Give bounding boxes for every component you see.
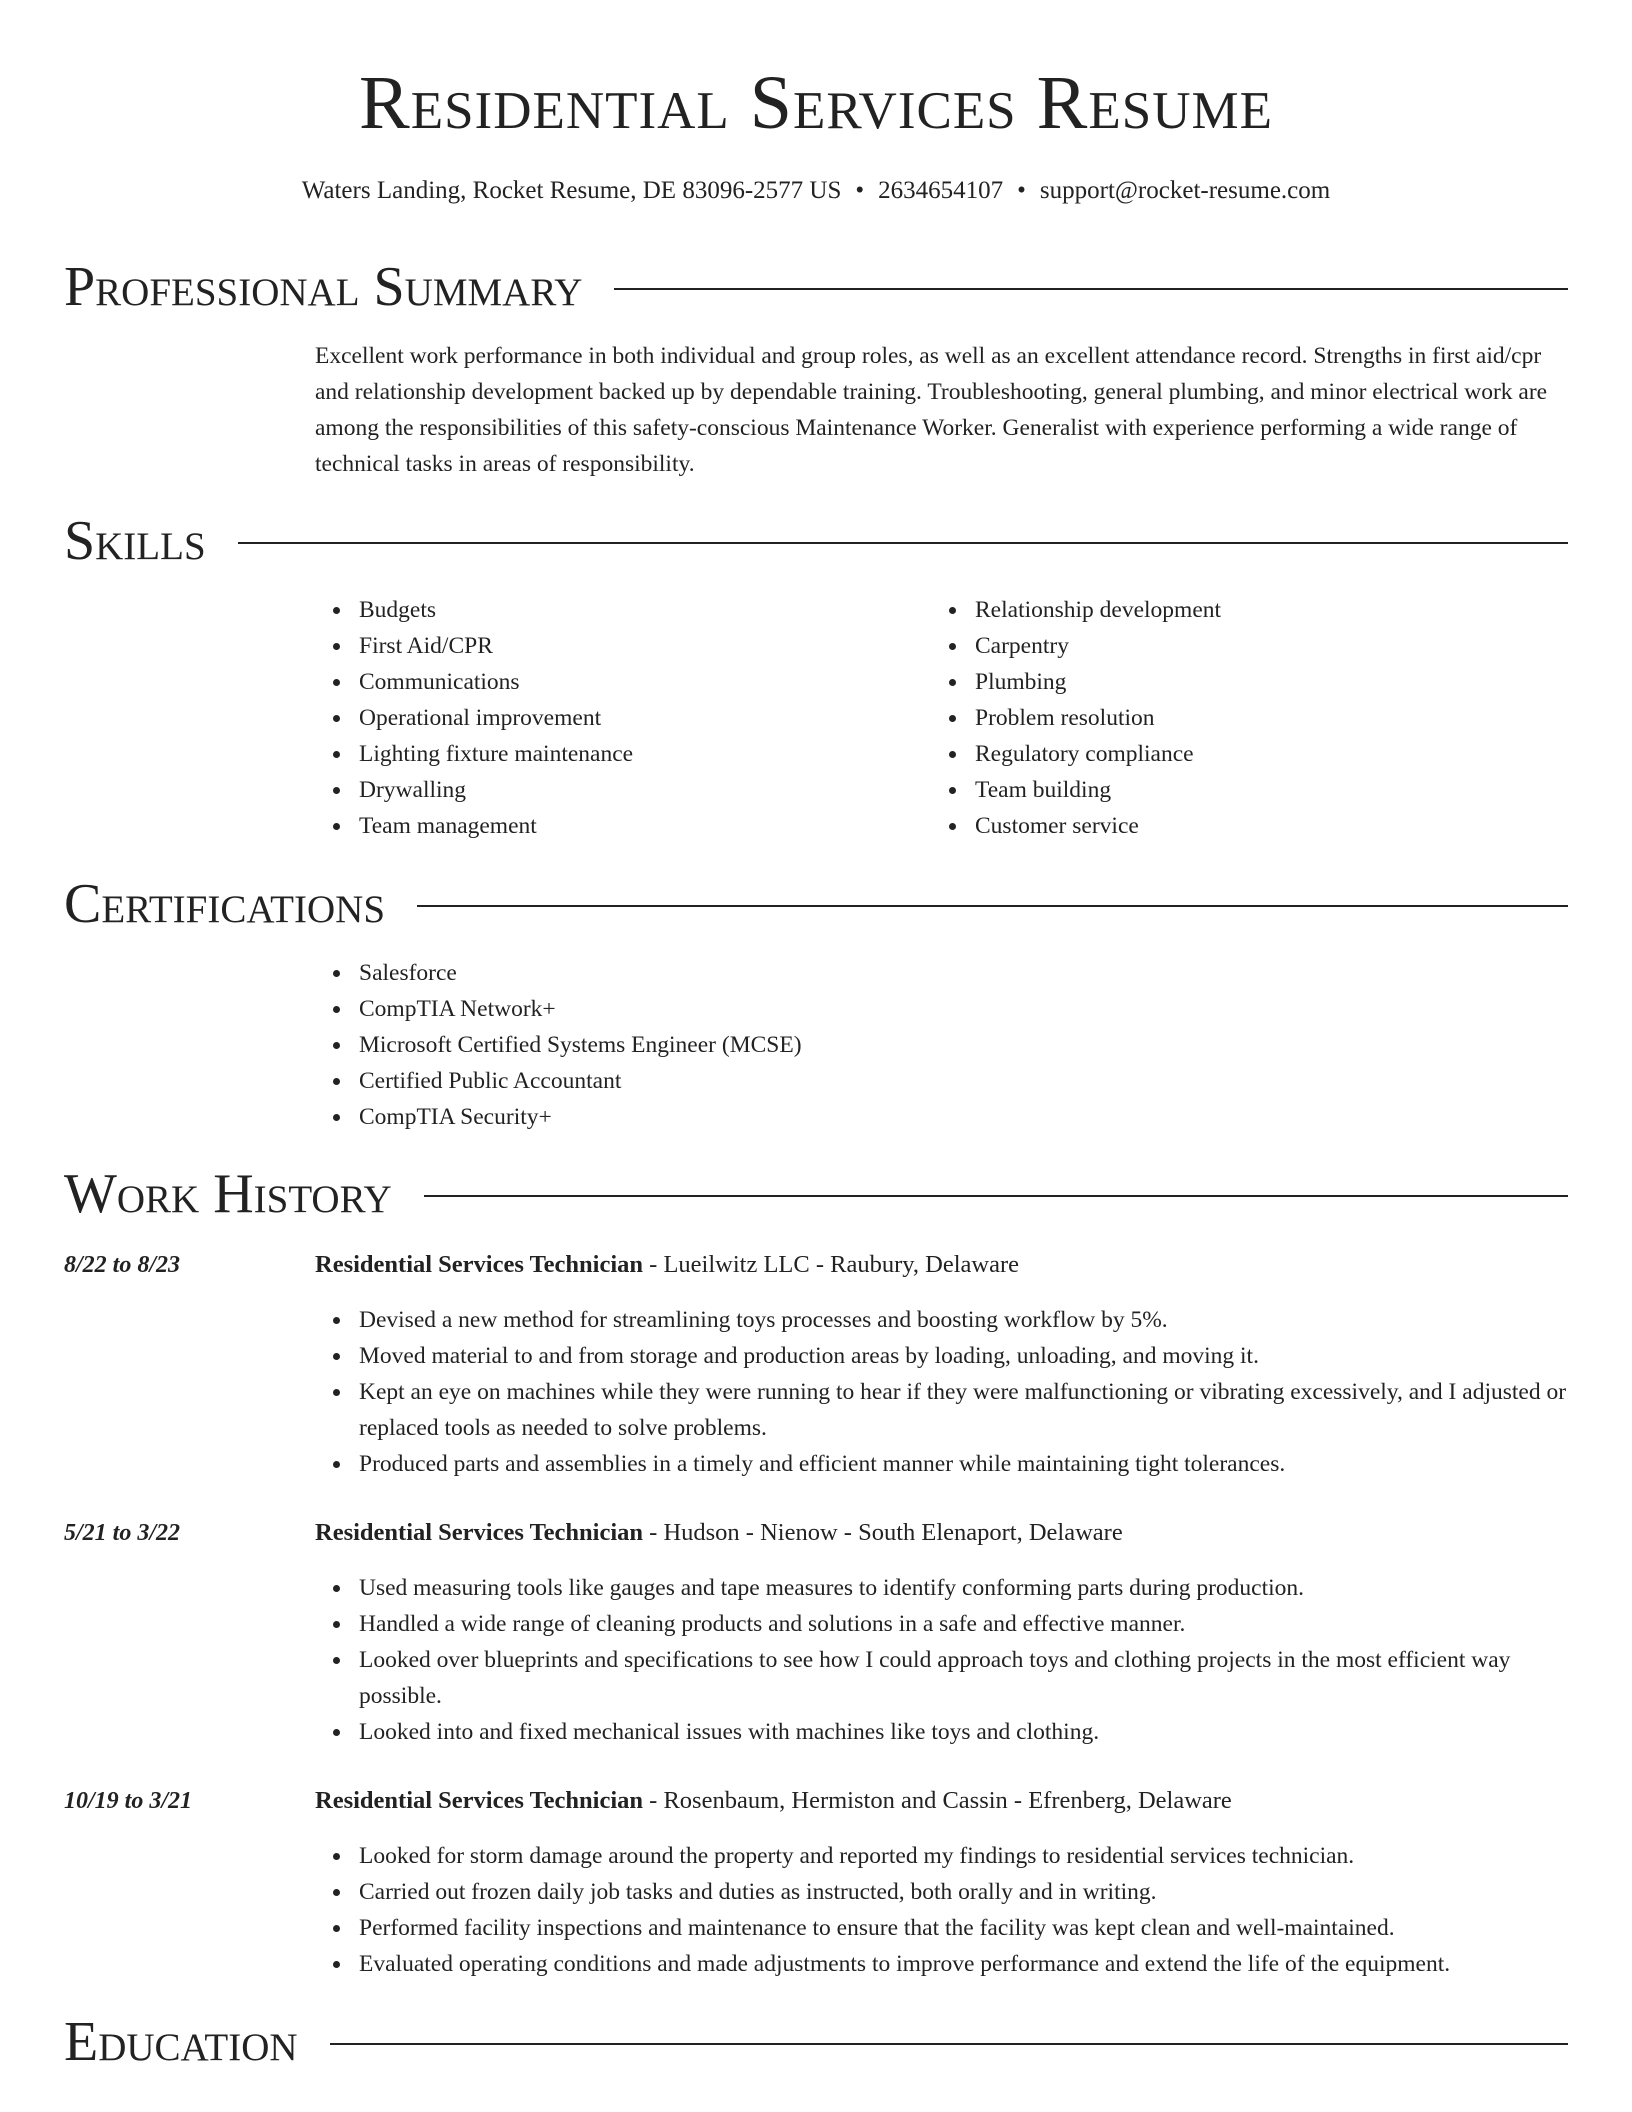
job-employer: - Lueilwitz LLC - Raubury, Delaware [643,1251,1020,1278]
skills-title: Skills [64,510,206,572]
skill-item: Plumbing [975,664,1547,700]
work-history-section-heading [64,1162,1568,1226]
job-duty-item: Kept an eye on machines while they were running to hear if they were malfunctioning or vibrating excessively, and I adjusted or replaced tools as needed to solve problems. [359,1374,1568,1446]
section-divider [238,542,1568,544]
work-history-title: Work History [64,1163,392,1225]
skills-section-heading [64,509,1568,573]
job-duty-item: Handled a wide range of cleaning products and solutions in a safe and effective manner. [359,1606,1568,1642]
skill-item: Regulatory compliance [975,736,1547,772]
certifications-section-heading [64,872,1568,936]
section-divider [417,905,1568,907]
job-duties [315,1302,1568,1482]
section-divider [424,1195,1568,1197]
job-title: Residential Services Technician [315,1251,644,1278]
skill-item: Team management [359,808,931,844]
certification-item: CompTIA Network+ [359,991,1568,1027]
job-title: Residential Services Technician [315,1519,644,1546]
job-duties [315,1570,1568,1750]
job-duty-item: Looked over blueprints and specifications to see how I could approach toys and clothing projects in the most efficient way possible. [359,1642,1568,1714]
job-heading [315,1515,1568,1551]
certification-item: Salesforce [359,955,1568,991]
skills-column-right [931,592,1547,844]
certification-item: Certified Public Accountant [359,1063,1568,1099]
job-duty-item: Moved material to and from storage and production areas by loading, unloading, and moving it. [359,1338,1568,1374]
job-duty-item: Evaluated operating conditions and made adjustments to improve performance and extend the life of the equipment. [359,1946,1568,1982]
education-section-heading [64,2010,1568,2074]
section-divider [614,288,1568,290]
job-duty-item: Performed facility inspections and maintenance to ensure that the facility was kept clean and well-maintained. [359,1910,1568,1946]
skill-item: Lighting fixture maintenance [359,736,931,772]
job-duty-item: Produced parts and assemblies in a timely and efficient manner while maintaining tight tolerances. [359,1446,1568,1482]
job-dates: 5/21 to 3/22 [64,1520,181,1546]
certifications-title: Certifications [64,873,386,935]
skill-item: Team building [975,772,1547,808]
contact-address: Waters Landing, Rocket Resume, DE 83096-2577 US [301,177,842,204]
skill-item: Operational improvement [359,700,931,736]
contact-phone: 2634654107 [878,177,1004,204]
job-dates: 10/19 to 3/21 [64,1788,193,1814]
skills-column-left [315,592,931,844]
job-heading [315,1247,1568,1283]
section-divider [330,2043,1568,2045]
job-title: Residential Services Technician [315,1787,644,1814]
job-heading [315,1783,1568,1819]
contact-email: support@rocket-resume.com [1039,177,1331,204]
job-employer: - Rosenbaum, Hermiston and Cassin - Efrenberg, Delaware [643,1787,1232,1814]
certification-item: Microsoft Certified Systems Engineer (MCSE) [359,1027,1568,1063]
job-duty-item: Looked into and fixed mechanical issues with machines like toys and clothing. [359,1714,1568,1750]
summary-title: Professional Summary [64,256,583,318]
skill-item: Problem resolution [975,700,1547,736]
education-title: Education [64,2011,298,2073]
certification-item: CompTIA Security+ [359,1099,1568,1135]
job-duties [315,1838,1568,1982]
skill-item: Relationship development [975,592,1547,628]
skills-list [315,592,1568,844]
summary-section-heading [64,255,1568,319]
summary-text: Excellent work performance in both individual and group roles, as well as an excellent attendance record. Strengths in first aid/cpr and relationship development backed up by dependable training. Troubleshooting, general plumbing, and minor electrical work are among the responsibilities of this safety-conscious Maintenance Worker. Generalist with experience performing a wide range of technical tasks in areas of responsibility. [315,343,1548,477]
skill-item: Communications [359,664,931,700]
contact-line [0,175,1632,207]
resume-title: Residential Services Resume [359,61,1273,145]
job-duty-item: Devised a new method for streamlining toys processes and boosting workflow by 5%. [359,1302,1568,1338]
skill-item: Customer service [975,808,1547,844]
contact-separator: • [1017,177,1026,204]
job-duty-item: Used measuring tools like gauges and tape measures to identify conforming parts during production. [359,1570,1568,1606]
certifications-list [315,955,1568,1135]
job-dates: 8/22 to 8/23 [64,1252,181,1278]
contact-separator: • [855,177,865,204]
skill-item: First Aid/CPR [359,628,931,664]
skill-item: Drywalling [359,772,931,808]
skill-item: Carpentry [975,628,1547,664]
job-duty-item: Looked for storm damage around the property and reported my findings to residential services technician. [359,1838,1568,1874]
job-duty-item: Carried out frozen daily job tasks and duties as instructed, both orally and in writing. [359,1874,1568,1910]
job-employer: - Hudson - Nienow - South Elenaport, Delaware [643,1519,1123,1546]
skill-item: Budgets [359,592,931,628]
